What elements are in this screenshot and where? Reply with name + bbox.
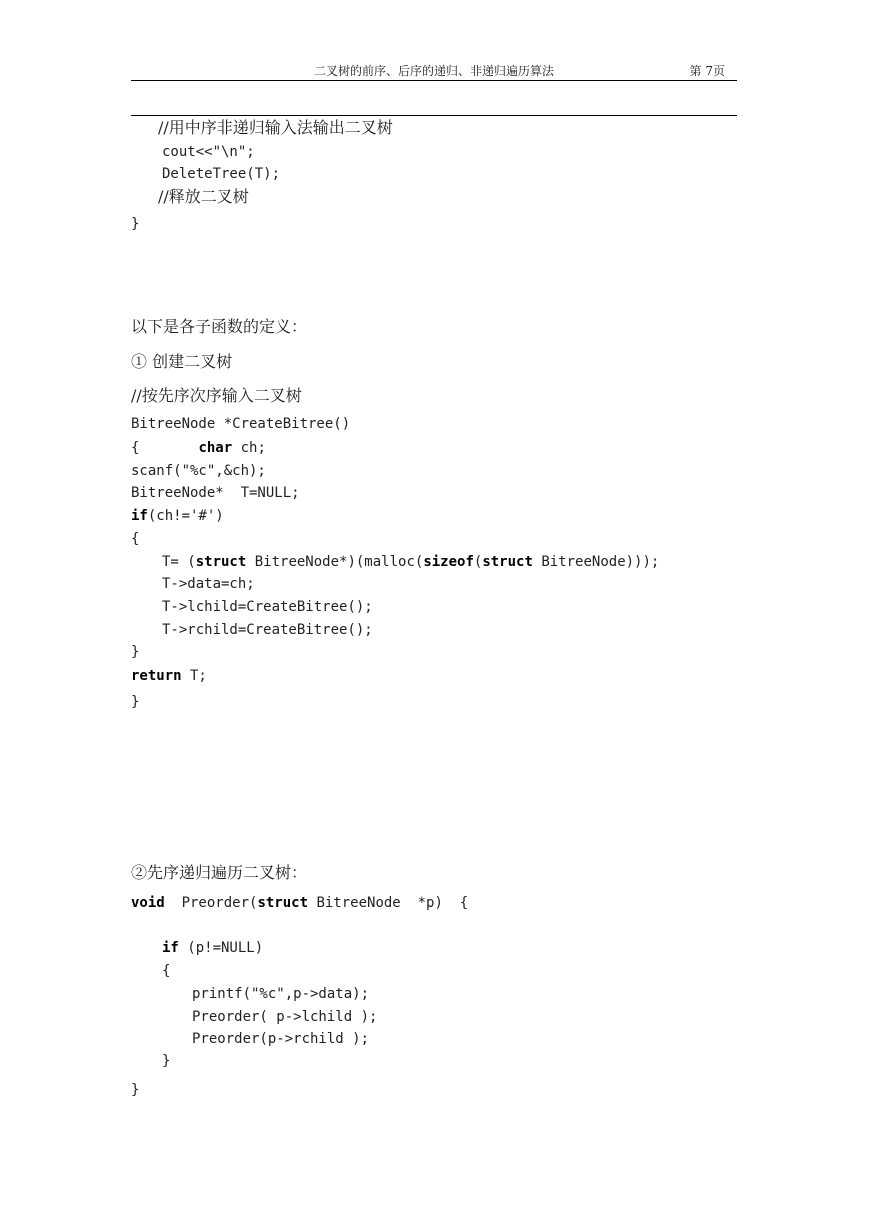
code-line: if (p!=NULL) — [162, 940, 264, 956]
section-heading: ① 创建二叉树 — [131, 352, 233, 371]
code-line: T->data=ch; — [162, 576, 255, 592]
code-line: T= (struct BitreeNode*)(malloc(sizeof(struct BitreeNode))); — [162, 554, 660, 570]
page-number: 第 7页 — [689, 64, 725, 78]
section-heading: ②先序递归遍历二叉树： — [131, 863, 308, 882]
code-line: BitreeNode* T=NULL; — [131, 485, 300, 501]
code-line: { — [131, 531, 140, 547]
code-line: void Preorder(struct BitreeNode *p) { — [131, 895, 469, 911]
code-line: } — [131, 216, 140, 232]
code-line: } — [131, 1082, 140, 1098]
code-line: BitreeNode *CreateBitree() — [131, 416, 351, 432]
divider — [131, 115, 737, 116]
code-comment: //用中序非递归输入法输出二叉树 — [158, 118, 393, 137]
code-line: } — [131, 644, 140, 660]
code-line: T->rchild=CreateBitree(); — [162, 622, 373, 638]
code-line: { — [162, 963, 171, 979]
code-line: Preorder(p->rchild ); — [192, 1031, 370, 1047]
code-comment: //释放二叉树 — [158, 187, 249, 206]
code-line: { char ch; — [131, 440, 266, 456]
code-line: return T; — [131, 668, 207, 684]
code-line: printf("%c",p->data); — [192, 986, 370, 1002]
code-line: DeleteTree(T); — [162, 166, 281, 182]
code-line: scanf("%c",&ch); — [131, 463, 266, 479]
code-comment: //按先序次序输入二叉树 — [131, 386, 302, 405]
code-line: } — [131, 694, 140, 710]
code-line: } — [162, 1053, 171, 1069]
section-intro: 以下是各子函数的定义： — [131, 317, 308, 336]
code-line: cout<<"\n"; — [162, 144, 255, 160]
header-title: 二叉树的前序、后序的递归、非递归遍历算法 — [313, 64, 554, 78]
code-line: T->lchild=CreateBitree(); — [162, 599, 373, 615]
code-line: Preorder( p->lchild ); — [192, 1009, 378, 1025]
code-line: if(ch!='#') — [131, 508, 224, 524]
page-header — [131, 60, 737, 81]
